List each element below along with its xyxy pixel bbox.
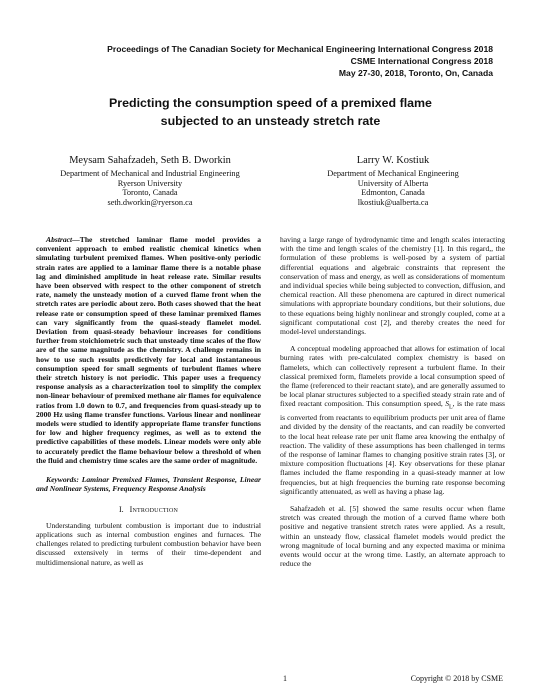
author-email-left: seth.dworkin@ryerson.ca — [107, 197, 193, 207]
right-paragraph-3: Sahafzadeh et al. [5] showed the same results occur when flame stretch was created through the motion of a curved flame where both positive and negative transient stretch rates were applied. As a result, within an unsteady flow, classical flamelet models would predict the wrong magnitude of local burning and any expected maxima or minima events would occur at the wrong time. Lastly, an alternate approach to reduce the — [280, 504, 505, 569]
left-column — [36, 235, 261, 567]
section-title: Introduction — [129, 505, 179, 515]
proceedings-header-line2: CSME International Congress 2018 — [350, 56, 493, 66]
page-number: 1 — [283, 674, 287, 683]
proceedings-header-line3: May 27-30, 2018, Toronto, On, Canada — [338, 68, 493, 78]
author-names-left: Meysam Sahafzadeh, Seth B. Dworkin — [69, 155, 231, 166]
right-column — [280, 235, 505, 568]
keywords: Keywords: Laminar Premixed Flames, Transient Response, Linear and Nonlinear Systems, Frequency Response Analysis — [36, 475, 261, 494]
author-block-right — [275, 155, 511, 207]
author-email-right: lkostiuk@ualberta.ca — [357, 197, 429, 207]
author-dept-right: Department of Mechanical Engineering — [327, 169, 459, 178]
proceedings-header-line1: Proceedings of The Canadian Society for Mechanical Engineering International Congress 2018 — [107, 44, 493, 54]
section-heading-introduction — [36, 505, 261, 514]
right-paragraph-2b: , is the rate mass is converted from reactants to equilibrium products per unit area of flame and divided by the density of the reactants, and can readily be converted to the local heat release rate per unit flame area knowing the enthalpy of reaction. The validity of these assumptions has been challenged in terms of the response of laminar flames to changing positive strain rates [3], or mixture composition fluctuations [4]. Key observations for these planar flames included the flame responding in a quasi-steady manner at low frequencies, but at high frequencies the burning rate response becoming significantly attenuated, as well as having a phase lag. — [280, 399, 506, 496]
right-paragraph-1: having a large range of hydrodynamic time and length scales interacting with the time and length scales of the chemistry [1]. In this regard,, the formulation of these problems is well-posed by a system of partial differential equations and algebraic constraints that represent the conservation of mass and energy, as well as considerations of momentum and individual species while being subjected to convection, diffusion, and chemical reaction. All these phenomena are captured in direct numerical simulations with appropriate boundary conditions, but their solutions, due to these equations being highly nonlinear and strongly coupled, come at a significant computational cost [2], and thereby creates the need for model-level understandings. — [280, 235, 505, 337]
right-paragraph-2a: A conceptual modeling approached that allows for estimation of local burning rates with pre-calculated complex chemistry is based on flamelets, which can collectively represent a turbulent flame. In their classical premixed form, flamelets provide a local consumption speed of the flame (referenced to their reactant state), and are generally assumed to be local planar structures subjected to a specified steady strain rate and of fixed reactant composition. This consumption speed, — [280, 344, 505, 409]
author-univ-right: University of Alberta — [357, 178, 429, 188]
abstract-label: Abstract — [46, 235, 73, 244]
paper-title-line2: subjected to an unsteady stretch rate — [160, 114, 381, 128]
author-names-right: Larry W. Kostiuk — [356, 155, 430, 166]
abstract-paragraph — [36, 235, 261, 465]
copyright-notice: Copyright © 2018 by CSME — [410, 674, 503, 683]
abstract-text: —The stretched laminar flame model provides a convenient approach to embed realistic chemical kinetics when simulating turbulent premixed flames. When positive-only periodic strain rates are applied to a laminar flame there is a notable phase lag and diminished amplitude in heat release rate. Similar results have been observed with respect to the other component of stretch rate, namely the unsteady motion of a curved flame front when the stretch rates are periodic about zero. Both cases showed that the heat release rate or consumption speed of these laminar premixed flames can vary significantly from the quasi-steady flamelet model. Deviation from quasi-steady behaviour increases for conditions further from stoichiometric such that unsteady time scales of the flow are of the same magnitude as the chemistry. A challenge remains in how to use such results predictively for local and instantaneous consumption speed for small segments of turbulent flames where their stretch history is not periodic. This paper uses a frequency response analysis as a characterization tool to simplify the complex non-linear behaviour of premixed methane air flames for equivalence ratios from 1.0 down to 0.7, and frequencies from quasi-steady up to 2000 Hz using flame transfer functions. Various linear and nonlinear models were studied to identify appropriate flame transfer functions for low and higher frequency regimes, as well as to extend the predictive capabilities of these models. Linear models were only able to accurately predict the flame behaviour below a threshold of when the fluid and chemistry time scales are the same order of magnitude. — [36, 235, 261, 465]
intro-paragraph-1: Understanding turbulent combustion is important due to industrial applications such as internal combustion engines and furnaces. The challenges related to predicting turbulent combustion behavior have been discussed extensively in terms of their time-dependent and multidimensional nature, as well as — [36, 520, 261, 567]
right-paragraph-2 — [280, 344, 505, 496]
author-univ-left: Ryerson University — [117, 178, 183, 188]
author-city-right: Edmonton, Canada — [361, 188, 425, 198]
paper-title-line1: Predicting the consumption speed of a premixed flame — [109, 96, 432, 110]
section-number: I. — [118, 505, 124, 515]
consumption-speed-symbol: S — [445, 399, 449, 409]
consumption-speed-subscript: L — [448, 404, 453, 411]
author-city-left: Toronto, Canada — [122, 188, 178, 198]
author-block-left — [30, 155, 270, 207]
author-dept-left: Department of Mechanical and Industrial Engineering — [60, 169, 240, 178]
